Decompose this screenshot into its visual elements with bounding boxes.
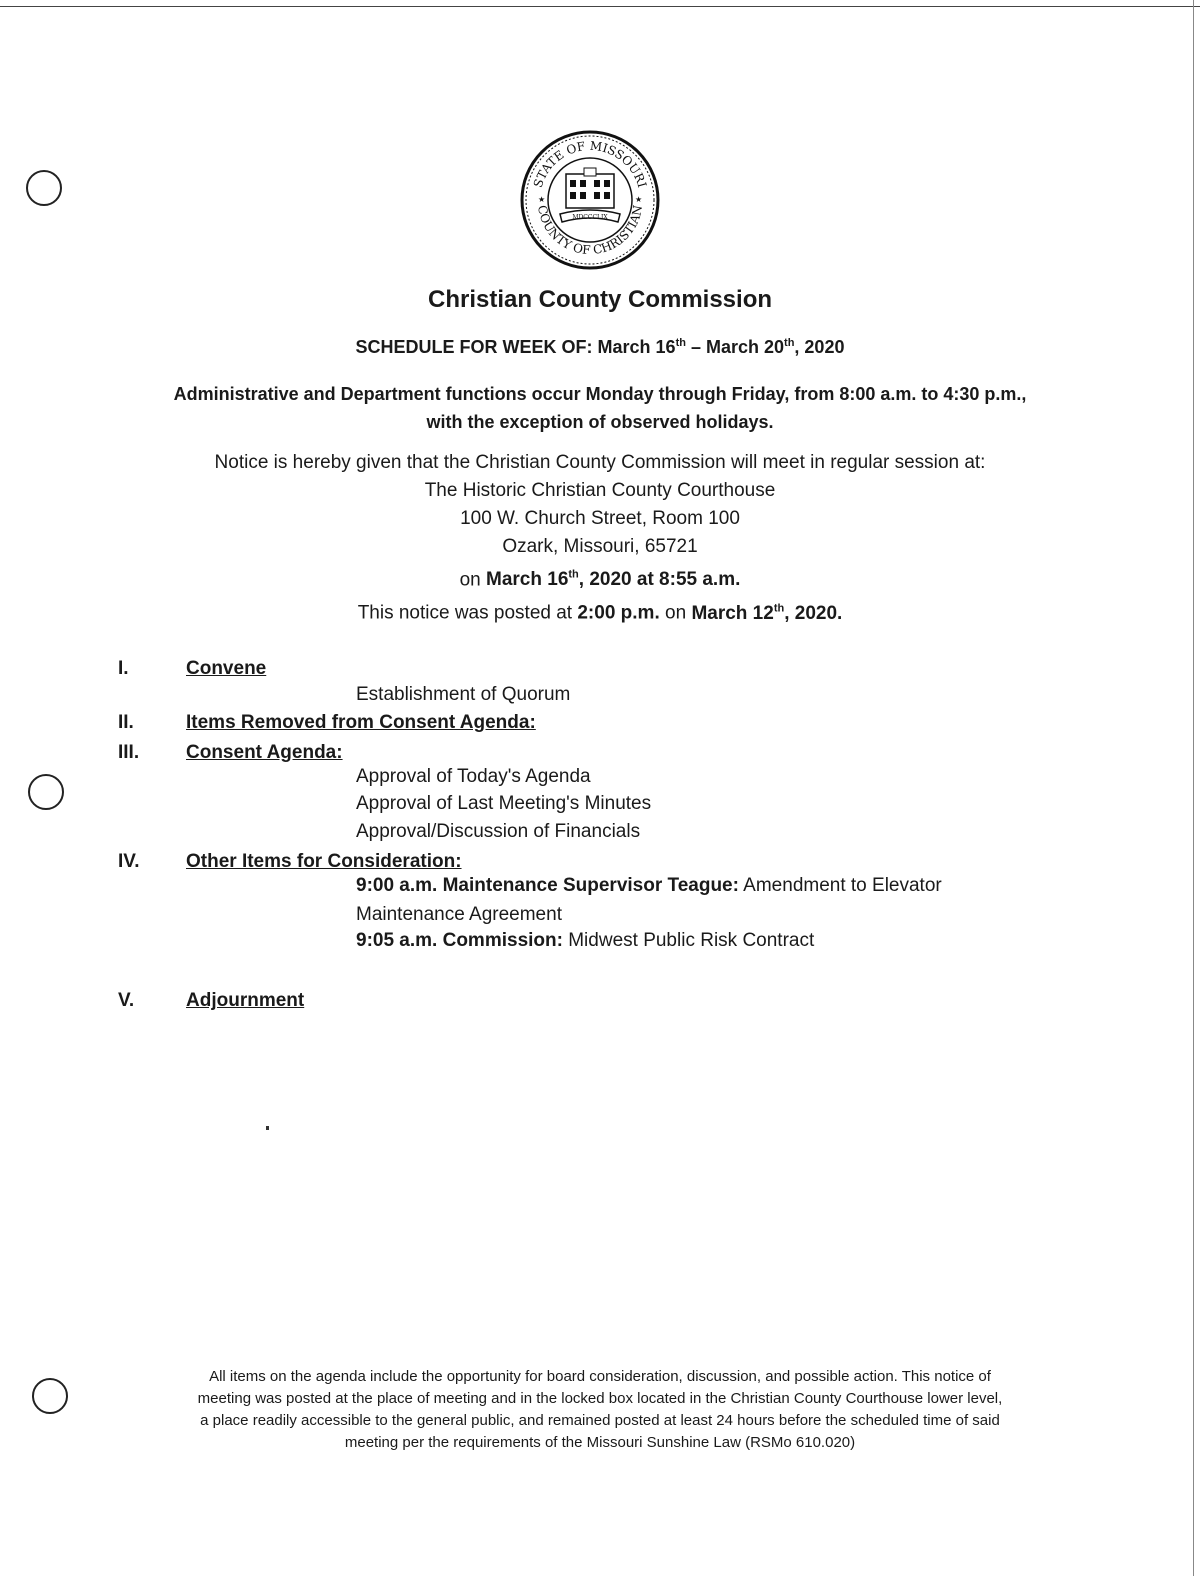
seal-top-text: STATE OF MISSOURI (530, 138, 650, 190)
notice-meeting-date: on March 16th, 2020 at 8:55 a.m. (459, 569, 741, 591)
agenda-heading: Other Items for Consideration: (186, 851, 462, 872)
svg-text:★: ★ (635, 195, 643, 204)
agenda-subitem: Approval of Today's Agenda (356, 766, 591, 787)
agenda-subitem: Establishment of Quorum (356, 684, 571, 705)
punch-hole-1 (26, 170, 62, 206)
scan-speck (266, 1126, 269, 1130)
admin-line-2: with the exception of observed holidays. (426, 412, 774, 432)
agenda-number: III. (118, 742, 140, 763)
scan-edge-right (1193, 0, 1194, 1576)
agenda-subitem: 9:05 a.m. Commission: Midwest Public Risk Contract (356, 930, 815, 951)
seal-ribbon-text: MDCCCLIX (572, 214, 608, 221)
agenda-heading: Adjournment (186, 990, 305, 1011)
agenda-number: I. (118, 658, 129, 679)
agenda-number: IV. (118, 851, 140, 872)
agenda-subitem: Approval of Last Meeting's Minutes (356, 793, 652, 814)
notice-line-1: Notice is hereby given that the Christian County Commission will meet in regular session at: (214, 452, 986, 473)
agenda-number: V. (118, 990, 135, 1011)
agenda-heading: Convene (186, 658, 267, 679)
admin-line-1: Administrative and Department functions occur Monday through Friday, from 8:00 a.m. to 4:30 p.m., (173, 384, 1027, 404)
courthouse-icon (566, 168, 614, 208)
page-title: Christian County Commission (427, 286, 773, 313)
agenda-heading: Consent Agenda: (186, 742, 343, 763)
scan-edge-top (0, 6, 1200, 7)
footer-disclaimer: All items on the agenda include the opportunity for board consideration, discussion, and possible action. This notice of meeting was posted at the place of meeting and in the locked box located in the Christian County Courthouse lower level, a place readily accessible to the general public, and remained posted at least 24 hours before the scheduled time of said meeting per the requirements of the Missouri Sunshine Law (RSMo 610.020) (197, 1368, 1003, 1451)
notice-location: The Historic Christian County Courthouse (424, 480, 776, 501)
agenda-number: II. (118, 712, 134, 733)
meeting-notice (0, 449, 1200, 628)
seal-bottom-text: COUNTY OF CHRISTIAN (534, 204, 646, 258)
schedule-week: SCHEDULE FOR WEEK OF: March 16th – March 20th, 2020 (355, 337, 845, 357)
agenda-subitem-continued: Maintenance Agreement (356, 904, 562, 925)
svg-text:★: ★ (538, 195, 546, 204)
notice-city: Ozark, Missouri, 65721 (502, 536, 698, 557)
punch-hole-2 (28, 774, 64, 810)
notice-posted: This notice was posted at 2:00 p.m. on March 12th, 2020. (357, 602, 843, 624)
notice-address: 100 W. Church Street, Room 100 (460, 508, 740, 529)
agenda-heading: Items Removed from Consent Agenda: (186, 712, 536, 733)
admin-hours (0, 380, 1200, 436)
agenda-subitem: 9:00 a.m. Maintenance Supervisor Teague: Amendment to Elevator (356, 875, 942, 896)
agenda-subitem: Approval/Discussion of Financials (356, 821, 641, 842)
punch-hole-3 (32, 1378, 68, 1414)
county-seal-logo (510, 130, 670, 270)
